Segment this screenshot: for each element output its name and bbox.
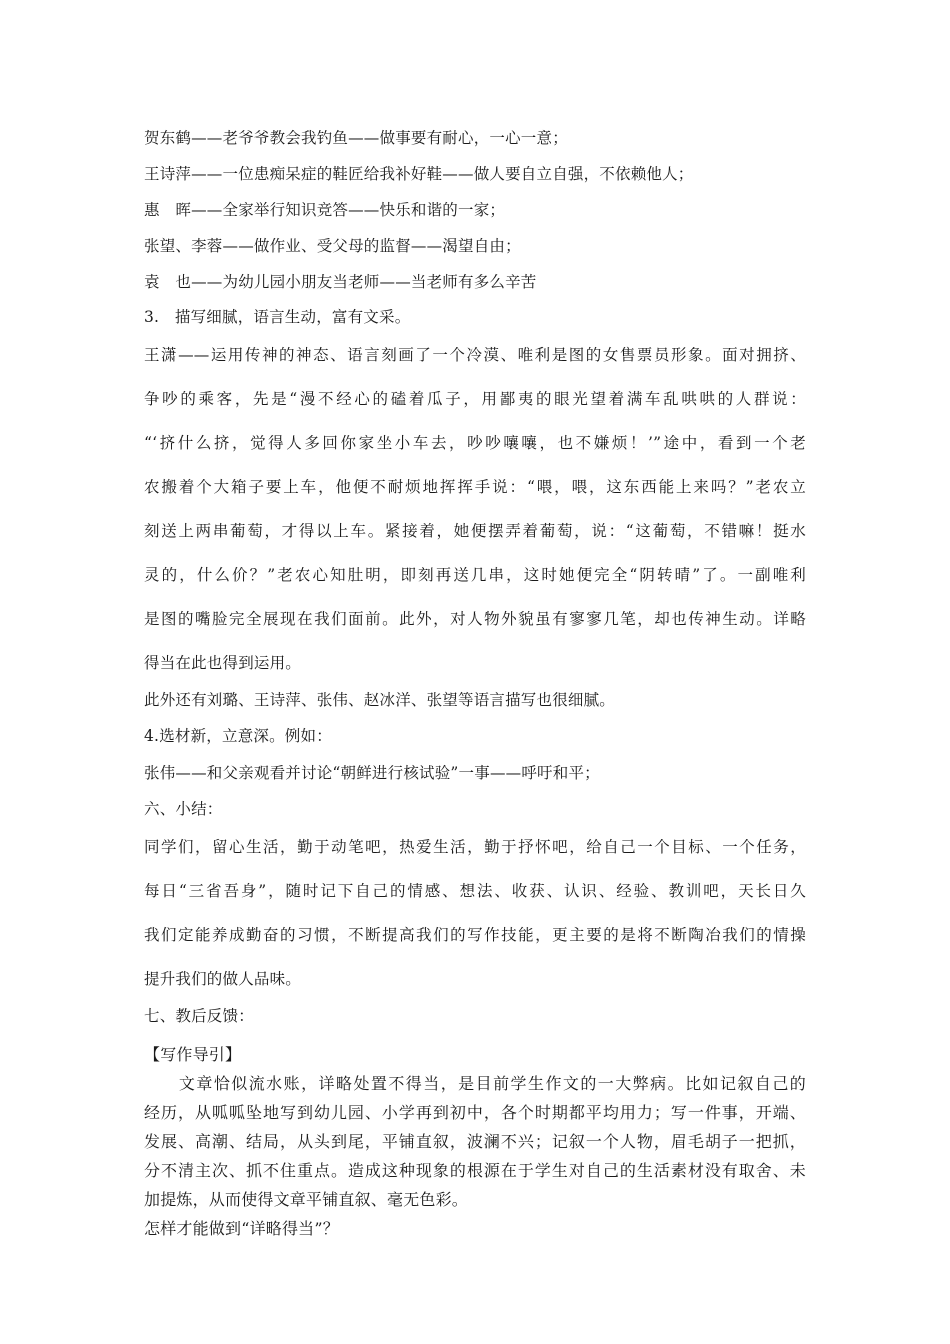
text-line: 我们定能养成勤奋的习惯，不断提高我们的写作技能，更主要的是将不断陶冶我们的情操	[144, 926, 806, 944]
text-line: 怎样才能做到“详略得当”？	[144, 1219, 339, 1238]
text-line: 袁 也——为幼儿园小朋友当老师——当老师有多么辛苦	[144, 273, 537, 291]
text-line: 提升我们的做人品味。	[144, 970, 302, 988]
section-heading: 七、教后反馈：	[144, 1007, 254, 1025]
text-line: 农搬着个大箱子要上车，他便不耐烦地挥挥手说：“喂，喂，这东西能上来吗？”老农立	[144, 478, 806, 496]
text-line: 是图的嘴脸完全展现在我们面前。此外，对人物外貌虽有寥寥几笔，却也传神生动。详略	[144, 610, 806, 628]
section-heading: 4.选材新，立意深。例如：	[144, 727, 332, 745]
section-heading: 六、小结：	[144, 800, 223, 818]
guide-heading: 【写作导引】	[144, 1045, 242, 1064]
text-line: 文章恰似流水账，详略处置不得当，是目前学生作文的一大弊病。比如记叙自己的	[144, 1074, 806, 1093]
text-line: 贺东鹤——老爷爷教会我钓鱼——做事要有耐心，一心一意；	[144, 129, 568, 147]
text-line: 灵的，什么价？”老农心知肚明，即刻再送几串，这时她便完全“阴转晴”了。一副唯利	[144, 566, 806, 584]
text-line: 王诗萍——一位患痴呆症的鞋匠给我补好鞋——做人要自立自强，不依赖他人；	[144, 165, 694, 183]
text-line: 经历，从呱呱坠地写到幼儿园、小学再到初中，各个时期都平均用力；写一件事，开端、	[144, 1103, 806, 1122]
text-line: 同学们，留心生活，勤于动笔吧，热爱生活，勤于抒怀吧，给自己一个目标、一个任务，	[144, 838, 806, 856]
text-line: 此外还有刘璐、王诗萍、张伟、赵冰洋、张望等语言描写也很细腻。	[144, 691, 616, 709]
text-line: 得当在此也得到运用。	[144, 654, 302, 672]
section-heading: 3. 描写细腻，语言生动，富有文采。	[144, 308, 411, 326]
text-line: “‘挤什么挤，觉得人多回你家坐小车去，吵吵嚷嚷，也不嫌烦！’”途中，看到一个老	[144, 434, 806, 452]
text-line: 张望、李蓉——做作业、受父母的监督——渴望自由；	[144, 237, 521, 255]
text-line: 分不清主次、抓不住重点。造成这种现象的根源在于学生对自己的生活素材没有取舍、未	[144, 1161, 806, 1180]
text-line: 每日“三省吾身”，随时记下自己的情感、想法、收获、认识、经验、教训吧，天长日久	[144, 882, 806, 900]
text-line: 惠 晖——全家举行知识竞答——快乐和谐的一家；	[144, 201, 506, 219]
text-line: 王潇——运用传神的神态、语言刻画了一个冷漠、唯利是图的女售票员形象。面对拥挤、	[144, 346, 806, 364]
text-line: 刻送上两串葡萄，才得以上车。紧接着，她便摆弄着葡萄，说：“这葡萄，不错嘛！挺水	[144, 522, 806, 540]
text-line: 张伟——和父亲观看并讨论“朝鲜进行核试验”一事——呼吁和平；	[144, 764, 600, 782]
text-line: 加提炼，从而使得文章平铺直叙、毫无色彩。	[144, 1190, 469, 1209]
text-line: 争吵的乘客，先是“漫不经心的磕着瓜子，用鄙夷的眼光望着满车乱哄哄的人群说：	[144, 390, 806, 408]
text-line: 发展、高潮、结局，从头到尾，平铺直叙，波澜不兴；记叙一个人物，眉毛胡子一把抓，	[144, 1132, 806, 1151]
